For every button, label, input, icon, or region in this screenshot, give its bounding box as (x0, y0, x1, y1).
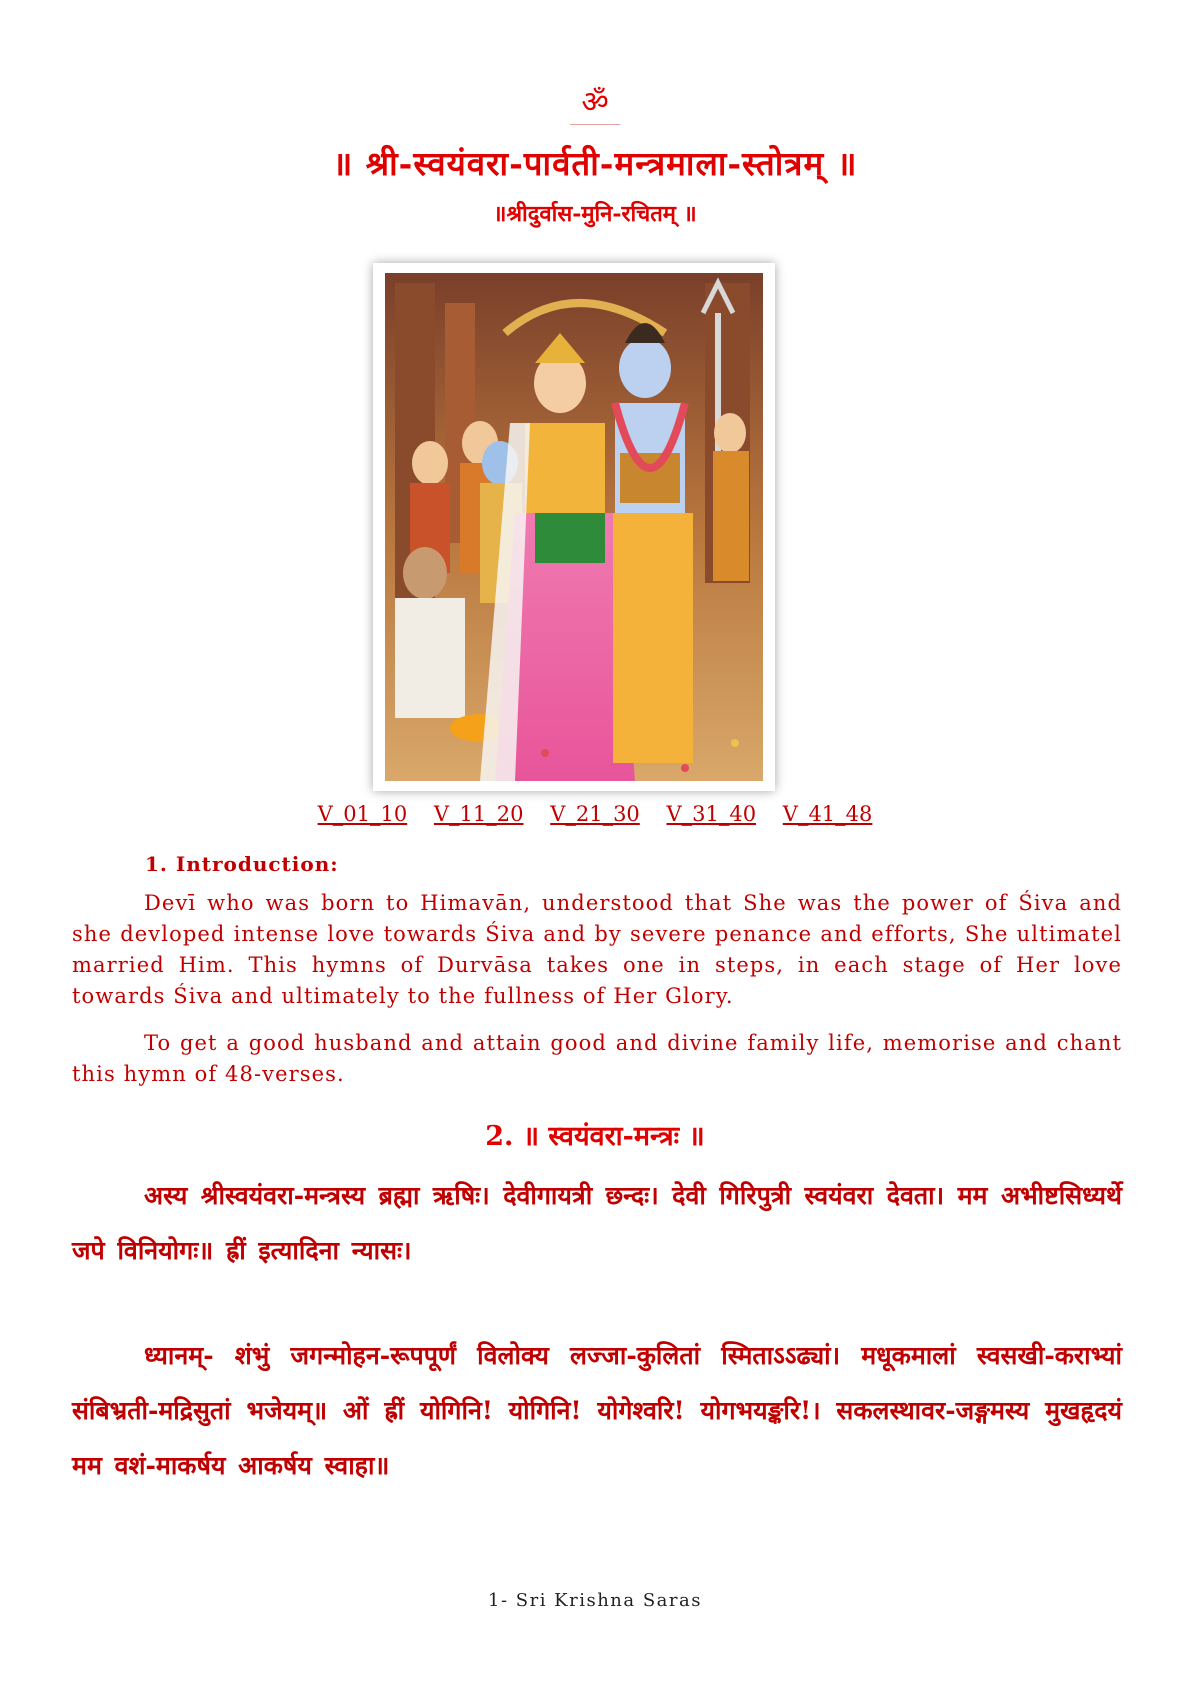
devotional-image-frame (373, 263, 775, 791)
om-symbol: ॐ (581, 85, 609, 120)
nav-link-v31-40[interactable]: V_31_40 (666, 802, 757, 826)
introduction-paragraph-1: Devī who was born to Himavān, understood that She was the power of Śiva and she devloped intense love towards Śiva and by severe penance and efforts, She ultimatel married Him. This hymns of Durvāsa takes one in steps, in each stage of Her love towards Śiva and ultimately to the fullness of Her Glory. (72, 891, 1122, 1008)
mantra-heading: 2. ॥ स्वयंवरा-मन्त्रः ॥ (485, 1121, 705, 1152)
page-footer: 1- Sri Krishna Saras (488, 1590, 702, 1611)
nav-link-v21-30[interactable]: V_21_30 (550, 802, 640, 826)
page-title: ॥ श्री-स्वयंवरा-पार्वती-मन्त्रमाला-स्तोत्रम् ॥ (332, 144, 858, 183)
mantra-viniyoga: अस्य श्रीस्वयंवरा-मन्त्रस्य ब्रह्मा ऋषिः। देवीगायत्री छन्दः। देवी गिरिपुत्री स्वयंवरा देवता। मम अभीष्टसिध्यर्थे जपे विनियोगः॥ ह्रीं इत्यादिना न्यासः। (72, 1181, 1122, 1265)
verse-navigation (0, 802, 1190, 826)
nav-link-v41-48[interactable]: V_41_48 (782, 802, 873, 826)
mantra-dhyanam: ध्यानम्- शंभुं जगन्मोहन-रूपपूर्णं विलोक्य लज्जा-कुलितां स्मिताऽऽढ्यां। मधूकमालां स्वसखी-कराभ्यां संबिभ्रती-मद्रिसुतां भजेयम्॥ ओं ह्रीं योगिनि! योगिनि! योगेश्वरि! योगभयङ्करि!। सकलस्थावर-जङ्गमस्य मुखहृदयं मम वशं-माकर्षय आकर्षय स्वाहा॥ (72, 1341, 1122, 1480)
nav-link-v01-10[interactable]: V_01_10 (317, 802, 408, 826)
nav-link-v11-20[interactable]: V_11_20 (433, 802, 524, 826)
devotional-image (385, 273, 763, 781)
page-subtitle: ॥श्रीदुर्वास-मुनि-रचितम् ॥ (493, 201, 697, 227)
introduction-paragraph-2: To get a good husband and attain good and divine family life, memorise and chant this hymn of 48-verses. (72, 1031, 1122, 1086)
introduction-heading: 1. Introduction: (145, 852, 339, 876)
om-divider (570, 124, 620, 125)
